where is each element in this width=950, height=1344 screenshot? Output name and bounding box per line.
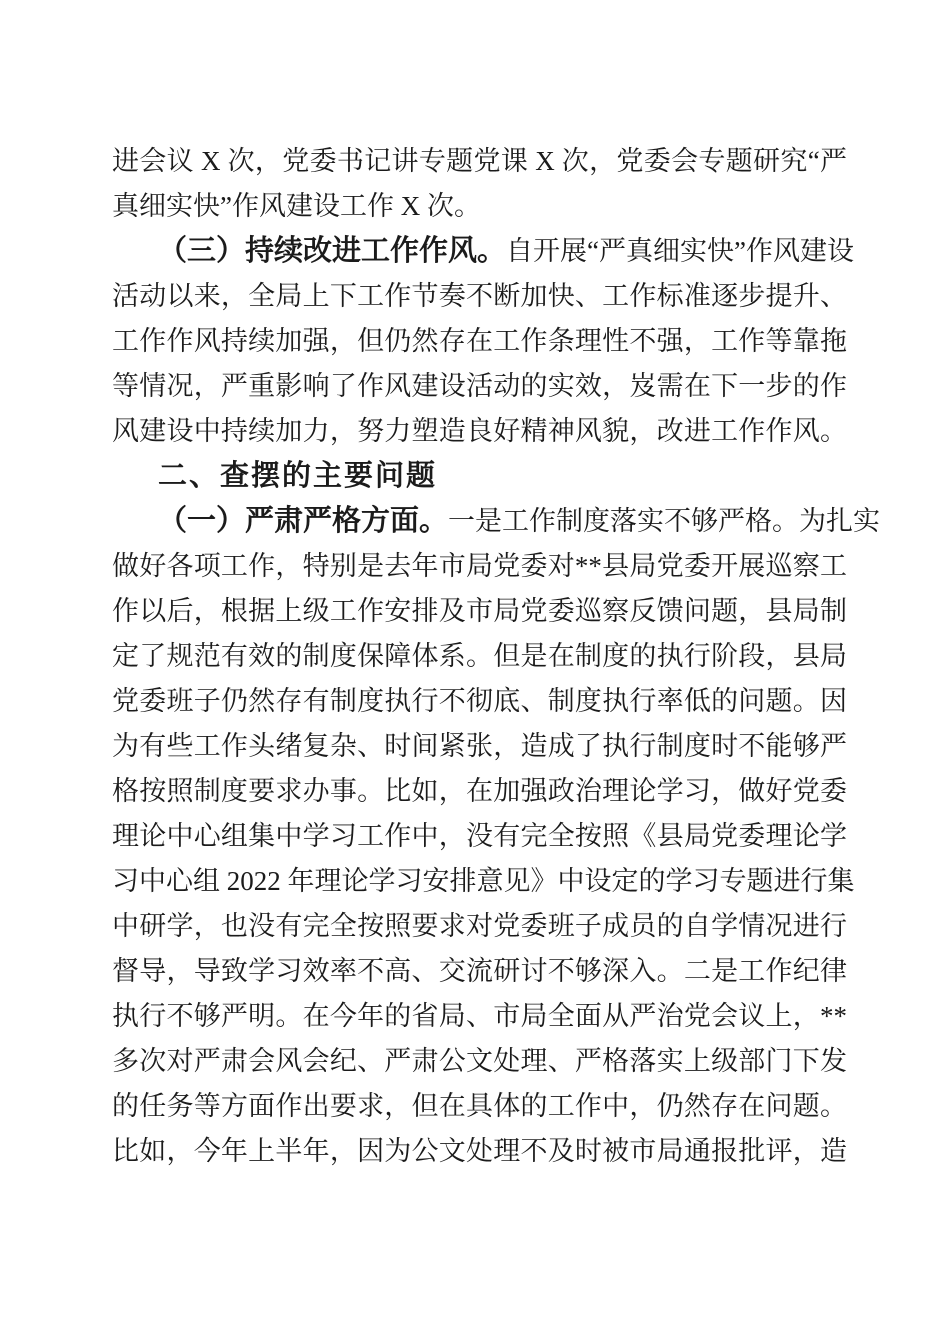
body-text: 多次对严肃会风会纪、严肃公文处理、严格落实上级部门下发	[112, 1046, 847, 1076]
document-text-block	[112, 139, 881, 1174]
text-line	[112, 904, 847, 949]
text-line	[112, 139, 847, 184]
text-line	[112, 859, 855, 904]
emphasis-subheading: （三）持续改进工作作风。	[158, 235, 507, 267]
body-text: 进会议 X 次，党委书记讲专题党课 X 次，党委会专题研究“严	[112, 146, 847, 176]
text-line	[112, 229, 854, 274]
body-text: 的任务等方面作出要求，但在具体的工作中，仍然存在问题。	[112, 1091, 847, 1121]
body-text: 执行不够严明。在今年的省局、市局全面从严治党会议上，**	[112, 1001, 847, 1031]
text-line	[112, 1084, 847, 1129]
body-text: 做好各项工作，特别是去年市局党委对**县局党委开展巡察工	[112, 551, 847, 581]
body-text: 等情况，严重影响了作风建设活动的实效，岌需在下一步的作	[112, 371, 847, 401]
body-text: 比如，今年上半年，因为公文处理不及时被市局通报批评，造	[112, 1136, 847, 1166]
body-text: 工作作风持续加强，但仍然存在工作条理性不强，工作等靠拖	[112, 326, 847, 356]
body-text: 为有些工作头绪复杂、时间紧张，造成了执行制度时不能够严	[112, 731, 847, 761]
text-line	[112, 499, 881, 544]
text-line	[112, 949, 847, 994]
text-line	[112, 634, 847, 679]
body-text: 真细实快”作风建设工作 X 次。	[112, 191, 481, 221]
body-text: 理论中心组集中学习工作中，没有完全按照《县局党委理论学	[112, 821, 847, 851]
body-text: 活动以来，全局上下工作节奏不断加快、工作标准逐步提升、	[112, 281, 847, 311]
text-line	[112, 769, 847, 814]
text-line	[112, 184, 847, 229]
text-line	[112, 589, 847, 634]
text-line	[112, 679, 847, 724]
text-line	[112, 1129, 847, 1174]
body-text: 定了规范有效的制度保障体系。但是在制度的执行阶段，县局	[112, 641, 847, 671]
body-text: 中研学，也没有完全按照要求对党委班子成员的自学情况进行	[112, 911, 847, 941]
emphasis-subheading: （一）严肃严格方面。	[158, 505, 449, 537]
text-line	[112, 814, 847, 859]
body-text: 习中心组 2022 年理论学习安排意见》中设定的学习专题进行集	[112, 866, 855, 896]
section-heading-line	[112, 454, 847, 499]
body-text: 格按照制度要求办事。比如，在加强政治理论学习，做好党委	[112, 776, 847, 806]
text-line	[112, 724, 847, 769]
body-text: 风建设中持续加力，努力塑造良好精神风貌，改进工作作风。	[112, 416, 847, 446]
body-text: 一是工作制度落实不够严格。为扎实	[448, 506, 881, 536]
text-line	[112, 1039, 847, 1084]
body-text: 作以后，根据上级工作安排及市局党委巡察反馈问题，县局制	[112, 596, 847, 626]
section-heading: 二、查摆的主要问题	[158, 460, 438, 492]
text-line	[112, 364, 847, 409]
body-text: 党委班子仍然存有制度执行不彻底、制度执行率低的问题。因	[112, 686, 847, 716]
body-text: 自开展“严真细实快”作风建设	[506, 236, 854, 266]
text-line	[112, 409, 847, 454]
text-line	[112, 274, 847, 319]
text-line	[112, 994, 847, 1039]
text-line	[112, 544, 847, 589]
text-line	[112, 319, 847, 364]
body-text: 督导，导致学习效率不高、交流研讨不够深入。二是工作纪律	[112, 956, 847, 986]
